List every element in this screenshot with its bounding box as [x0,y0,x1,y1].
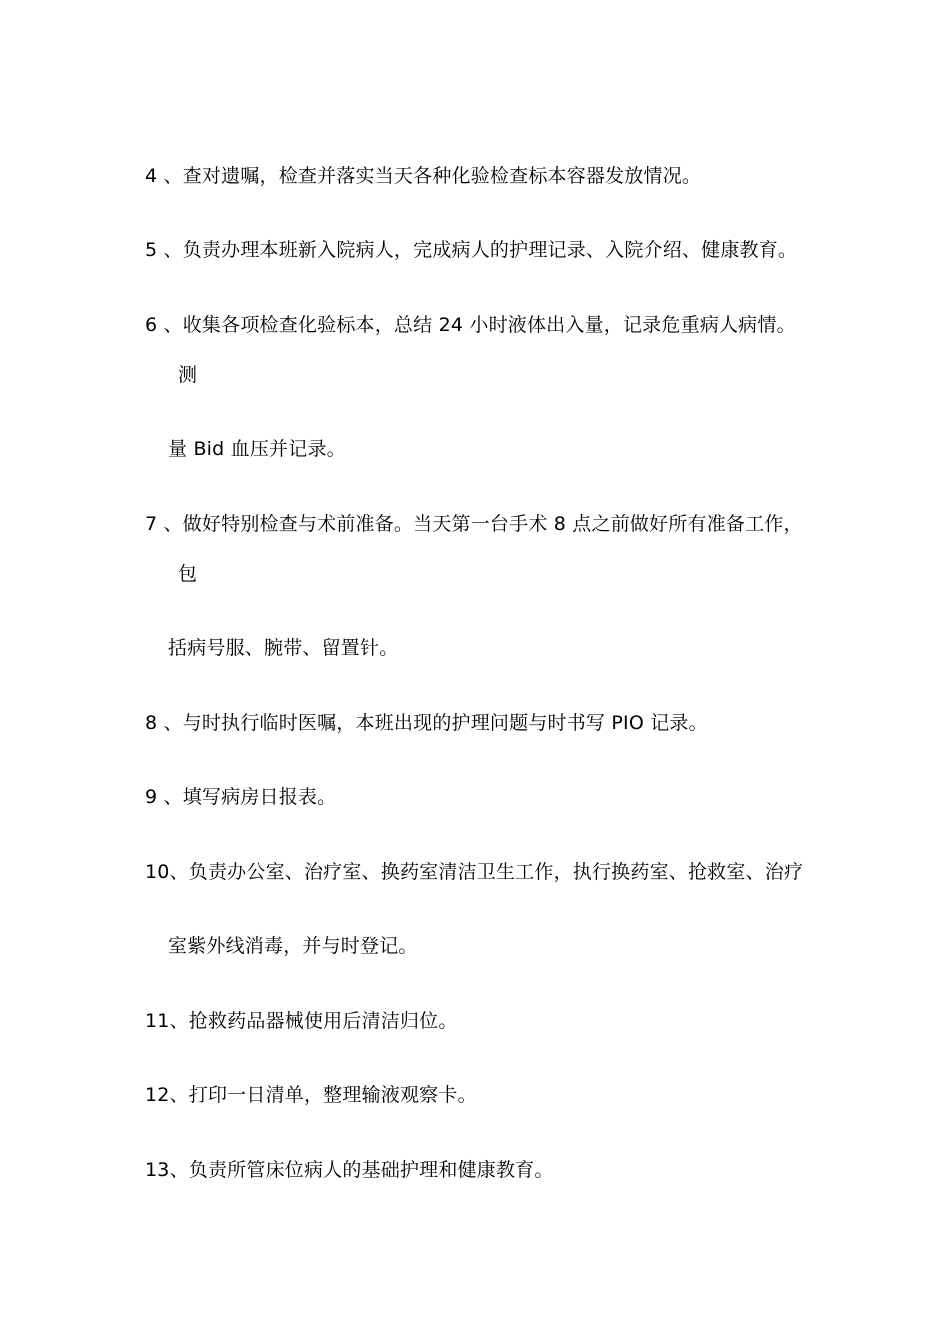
item-7: 7 、做好特别检查与术前准备。当天第一台手术 8 点之前做好所有准备工作， [145,513,803,535]
item-6: 6 、收集各项检查化验标本，总结 24 小时液体出入量，记录危重病人病情。 [145,314,796,336]
item-10-continuation: 室紫外线消毒，并与时登记。 [168,935,418,957]
item-13: 13、负责所管床位病人的基础护理和健康教育。 [145,1159,554,1181]
item-6-wrap-fragment: 测 [178,364,198,386]
item-7-wrap-fragment: 包 [178,563,198,585]
item-6-continuation: 量 Bid 血压并记录。 [168,438,346,460]
item-10: 10、负责办公室、治疗室、换药室清洁卫生工作，执行换药室、抢救室、治疗 [145,861,804,883]
item-11: 11、抢救药品器械使用后清洁归位。 [145,1010,458,1032]
item-9: 9 、填写病房日报表。 [145,786,337,808]
item-4: 4 、查对遗嘱，检查并落实当天各种化验检查标本容器发放情况。 [145,165,702,187]
item-12: 12、打印一日清单，整理输液观察卡。 [145,1084,477,1106]
item-5: 5 、负责办理本班新入院病人，完成病人的护理记录、入院介绍、健康教育。 [145,239,798,261]
item-7-continuation: 括病号服、腕带、留置针。 [168,637,399,659]
item-8: 8 、与时执行临时医嘱，本班出现的护理问题与时书写 PIO 记录。 [145,712,708,734]
